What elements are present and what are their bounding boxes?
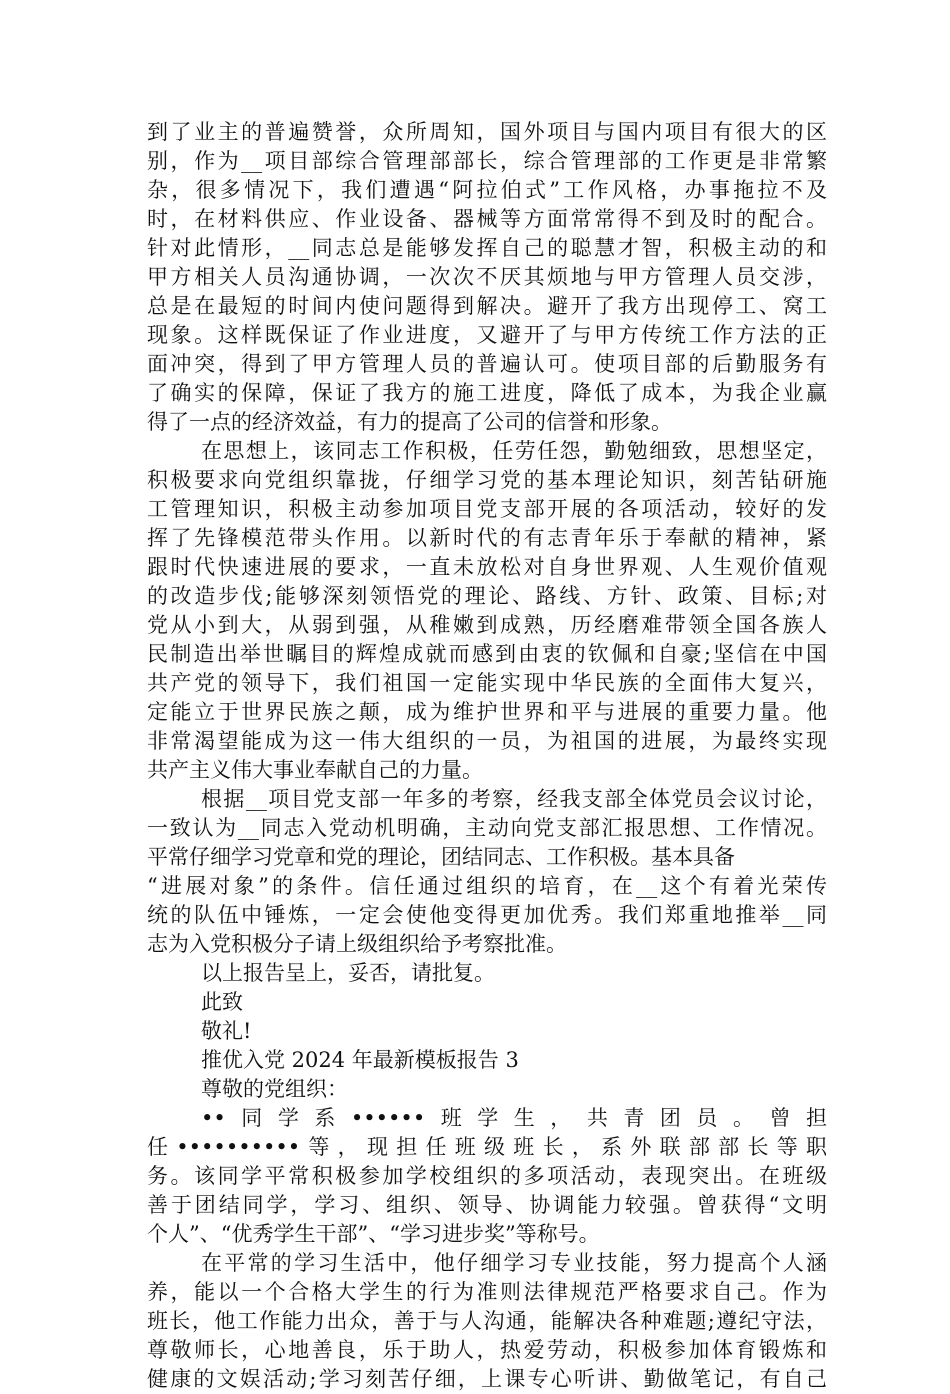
text-line: 挥了先锋模范带头作用。以新时代的有志青年乐于奉献的精神，紧 [147, 526, 827, 550]
text-line: 党从小到大，从弱到强，从稚嫩到成熟，历经磨难带领全国各族人 [147, 613, 827, 637]
text-line: 的改造步伐;能够深刻领悟党的理论、路线、方针、政策、目标;对 [147, 584, 827, 608]
text-line: 现象。这样既保证了作业进度，又避开了与甲方传统工作方法的正 [147, 323, 827, 347]
paragraph-start-line: 在思想上，该同志工作积极，任劳任怨，勤勉细致，思想坚定， [201, 439, 827, 463]
document-page [147, 118, 827, 1394]
text-line: 跟时代快速进展的要求，一直未放松对自身世界观、人生观价值观 [147, 555, 827, 579]
salutation-line: 敬礼! [201, 1019, 252, 1043]
paragraph-start-line: 根据__项目党支部一年多的考察，经我支部全体党员会议讨论， [201, 787, 827, 811]
text-line: 民制造出举世瞩目的辉煌成就而感到由衷的钦佩和自豪;坚信在中国 [147, 642, 827, 666]
text-line: 共产党的领导下，我们祖国一定能实现中华民族的全面伟大复兴， [147, 671, 827, 695]
text-line: “进展对象”的条件。信任通过组织的培育，在__这个有着光荣传 [147, 874, 827, 898]
text-line: 时，在材料供应、作业设备、器械等方面常常得不到及时的配合。 [147, 207, 827, 231]
text-line: 共产主义伟大事业奉献自己的力量。 [147, 758, 483, 782]
text-line: 总是在最短的时间内使问题得到解决。避开了我方出现停工、窝工 [147, 294, 827, 318]
text-line: 杂，很多情况下，我们遭遇“阿拉伯式”工作风格，办事拖拉不及 [147, 178, 827, 202]
text-line: 针对此情形，__同志总是能够发挥自己的聪慧才智，积极主动的和 [147, 236, 827, 260]
text-line: 非常渴望能成为这一伟大组织的一员，为祖国的进展，为最终实现 [147, 729, 827, 753]
paragraph-start-line: ••同学系••••••班学生，共青团员。曾担 [201, 1106, 827, 1130]
text-line: 养，能以一个合格大学生的行为准则法律规范严格要求自己。作为 [147, 1280, 827, 1304]
text-line: 一致认为__同志入党动机明确，主动向党支部汇报思想、工作情况。 [147, 816, 827, 840]
text-line: 甲方相关人员沟通协调，一次次不厌其烦地与甲方管理人员交涉， [147, 265, 827, 289]
greeting-line: 尊敬的党组织： [201, 1077, 348, 1101]
text-line: 定能立于世界民族之颠，成为维护世界和平与进展的重要力量。他 [147, 700, 827, 724]
text-line: 得了一点的经济效益，有力的提高了公司的信誉和形象。 [147, 410, 672, 434]
text-line: 健康的文娱活动;学习刻苦仔细，上课专心听讲、勤做笔记，有自己 [147, 1367, 827, 1391]
text-line: 了确实的保障，保证了我方的施工进度，降低了成本，为我企业赢 [147, 381, 827, 405]
paragraph-start-line: 在平常的学习生活中，他仔细学习专业技能，努力提高个人涵 [201, 1251, 827, 1275]
text-line: 积极要求向党组织靠拢，仔细学习党的基本理论知识，刻苦钻研施 [147, 468, 827, 492]
salutation-line: 此致 [201, 990, 243, 1014]
text-line: 班长，他工作能力出众，善于与人沟通，能解决各种难题;遵纪守法， [147, 1309, 827, 1333]
text-line: 尊敬师长，心地善良，乐于助人，热爱劳动，积极参加体育锻炼和 [147, 1338, 827, 1362]
closing-line: 以上报告呈上，妥否，请批复。 [201, 961, 495, 985]
text-line: 统的队伍中锤炼，一定会使他变得更加优秀。我们郑重地推举__同 [147, 903, 827, 927]
text-line: 工管理知识，积极主动参加项目党支部开展的各项活动，较好的发 [147, 497, 827, 521]
text-line: 别，作为__项目部综合管理部部长，综合管理部的工作更是非常繁 [147, 149, 827, 173]
text-line: 善于团结同学，学习、组织、领导、协调能力较强。曾获得“文明 [147, 1193, 827, 1217]
text-line: 个人”、“优秀学生干部”、“学习进步奖”等称号。 [147, 1222, 600, 1246]
text-line: 面冲突，得到了甲方管理人员的普遍认可。使项目部的后勤服务有 [147, 352, 827, 376]
text-line: 任••••••••••等，现担任班级班长，系外联部部长等职 [147, 1135, 827, 1159]
section-heading: 推优入党 2024 年最新模板报告 3 [201, 1048, 519, 1072]
text-line: 志为入党积极分子请上级组织给予考察批准。 [147, 932, 567, 956]
text-line: 平常仔细学习党章和党的理论，团结同志、工作积极。基本具备 [147, 845, 735, 869]
text-line: 务。该同学平常积极参加学校组织的多项活动，表现突出。在班级 [147, 1164, 827, 1188]
text-line: 到了业主的普遍赞誉，众所周知，国外项目与国内项目有很大的区 [147, 120, 827, 144]
